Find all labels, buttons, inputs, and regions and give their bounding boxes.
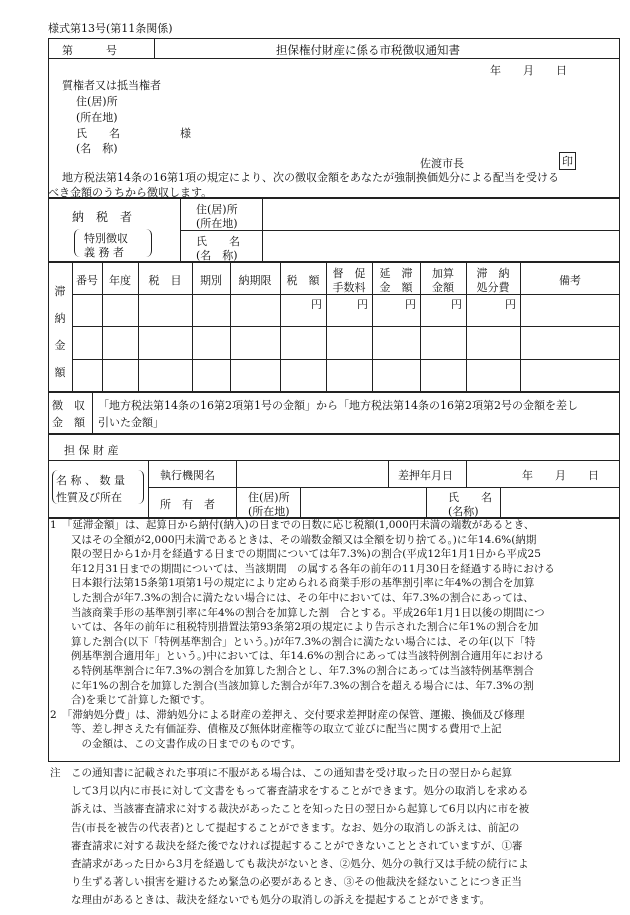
footer-note-line: り生ずる著しい損害を避けるため緊急の必要があるとき、③その他裁決を経ないことにつき正当 [50, 876, 522, 889]
footer-note-line: 訴えは、当該審査請求に対する裁決があったことを知った日の翌日から起算して6月以内に市を被 [50, 803, 530, 816]
arrears-header-10: 備考 [559, 274, 581, 287]
taxpayer-name-label: 氏 名 [196, 235, 240, 248]
owner-address-sub: (所在地) [248, 505, 290, 518]
arrears-header-6: 督 促 [332, 267, 366, 280]
issue-date: 年 月 日 [490, 64, 567, 77]
addressee-address-label: 住(居)所 [76, 95, 118, 108]
footer-note-line: して3月以内に市長に対して文書をもって審査請求をすることができます。処分の取消しを求める [50, 785, 529, 798]
form-number: 様式第13号(第11条関係) [48, 22, 173, 35]
intro-line-2: べき金額のうちから徴収します。 [48, 186, 213, 199]
note-line: る特例基準割合に年7.3%の割合を加算した割合とし、年7.3%の割合にあっては当該特例基準割合 [50, 664, 534, 677]
special-collector-label-2: 義 務 者 [84, 246, 124, 259]
arrears-unit-9: 円 [505, 298, 516, 311]
arrears-header-1: 年度 [109, 274, 131, 287]
arrears-unit-6: 円 [357, 298, 368, 311]
note-line: 等、差し押さえた有価証券、債権及び無体財産権等の取立て並びに配当に関する費用で上記 [50, 723, 502, 736]
collateral-label: 担 保 財 産 [64, 444, 119, 457]
arrears-header-sub-9: 処分費 [476, 281, 510, 294]
arrears-header-4: 納期限 [238, 274, 272, 287]
addressee-role: 質権者又は抵当権者 [62, 79, 161, 92]
arrears-row-divider [72, 326, 620, 327]
arrears-unit-5: 円 [311, 298, 322, 311]
collection-label-1: 徴 収 [52, 399, 85, 412]
collateral-sub-1: 名 称 、 数 量 [56, 474, 125, 487]
seizure-date-label: 差押年月日 [398, 469, 453, 482]
footer-note-line: 告(市長を被告の代表者)として提起することができます。なお、処分の取消しの訴えは、前記の [50, 821, 520, 834]
arrears-header-5: 税 額 [286, 274, 320, 287]
note-line: 算した割合(以下「特例基準割合」という。)が年7.3%の割合に満たない場合には、その年(以下「特 [50, 635, 536, 648]
note-line: に年1%の割合を加算した割合(当該加算した割合が年7.3%の割合を超える場合には、年7.3%の割 [50, 679, 534, 692]
note-line: 年12月31日までの期間については、当該期間 の属する各年の前年の11月30日を経過する時における [50, 562, 555, 575]
owner-name-sub: (名称) [448, 505, 479, 518]
footer-note-line: な理由があるときは、裁決を経ないでも処分の取消しの訴えを提起することができます。 [50, 894, 491, 907]
taxpayer-address-label: 住(居)所 [196, 203, 238, 216]
owner-name-label: 氏 名 [448, 491, 492, 504]
taxpayer-name-sub: (名 称) [196, 249, 238, 262]
taxpayer-address-sub: (所在地) [196, 217, 238, 230]
addressee-address-sub: (所在地) [76, 111, 118, 124]
note-line: 又はその全額が2,000円未満であるときは、その端数金額又は全額を切り捨てる。)に年14.6%(納期 [50, 533, 537, 546]
arrears-header-sub-6: 手数料 [332, 281, 366, 294]
note-line: 例基準割合適用年」という。)中においては、年14.6%の割合にあっては当該特例割合適用年における [50, 650, 545, 663]
collection-text-2: 引いた金額」 [98, 416, 164, 429]
addressee-name-sub: (名 称) [76, 142, 118, 155]
collection-text-1: 「地方税法第14条の16第2項第1号の金額」から「地方税法第14条の16第2項第2号の金額を差し [98, 399, 578, 412]
agency-label: 執行機関名 [160, 469, 215, 482]
issuer-name: 佐渡市長 [420, 157, 464, 170]
collateral-sub-2: 性質及び所在 [56, 491, 122, 504]
arrears-side-label: 滞 納 金 額 [54, 285, 66, 379]
collection-label-2: 金 額 [52, 416, 85, 429]
note-line: の金額は、この文書作成の日までのものです。 [50, 737, 302, 750]
note-line: 合)を乗じて計算した額です。 [50, 694, 211, 707]
footer-note-line: 査請求があった日から3月を経過しても裁決がないとき、②処分、処分の執行又は手続の続行によ [50, 858, 529, 871]
arrears-header-3: 期別 [200, 274, 222, 287]
arrears-row-divider [72, 359, 620, 360]
special-collector-label-1: 特別徴収 [84, 232, 128, 245]
footer-note-line: 注 この通知書に記載された事項に不服がある場合は、この通知書を受け取った日の翌日から起算 [50, 767, 512, 779]
arrears-header-2: 税 目 [148, 274, 182, 287]
taxpayer-label: 納 税 者 [72, 210, 133, 224]
intro-line-1: 地方税法第14条の16第1項の規定により、次の徴収金額をあなたが強制換価処分による配当を受ける [62, 171, 559, 184]
footer-note-line: 審査請求に対する裁決を経た後でなければ提起することができないこととされていますが、①審 [50, 839, 523, 852]
owner-label: 所 有 者 [160, 498, 215, 511]
note-line: 2 「滞納処分費」は、滞納処分による財産の差押え、交付要求差押財産の保管、運搬、換価及び修理 [50, 708, 525, 721]
addressee-honorific: 様 [180, 127, 191, 140]
number-label: 第 号 [62, 44, 117, 57]
arrears-unit-8: 円 [451, 298, 462, 311]
notes [50, 518, 555, 752]
arrears-header-7: 延 滞 [379, 267, 413, 280]
seal-mark: 印 [559, 152, 576, 170]
owner-address-label: 住(居)所 [248, 491, 290, 504]
arrears-header-9: 滞 納 [476, 267, 510, 280]
note-line: 日本銀行法第15条第1項第1号の規定により定められる商業手形の基準割引率に年4%の割合を加算 [50, 577, 535, 590]
arrears-header-0: 番号 [76, 274, 98, 287]
arrears-header-8: 加算 [432, 267, 454, 280]
note-line: した割合が年7.3%の割合に満たない場合には、その年中においては、年7.3%の割合にあっては、 [50, 591, 534, 604]
document-title: 担保権付財産に係る市税徴収通知書 [276, 43, 460, 57]
addressee-name-label: 氏 名 [76, 127, 120, 140]
note-line: いては、各年の前年に租税特別措置法第93条第2項の規定により告示された割合に年1%の割合を加 [50, 621, 539, 634]
seizure-date: 年 月 日 [522, 469, 599, 482]
footer-note [50, 764, 529, 910]
arrears-header-sub-8: 金額 [432, 281, 454, 294]
note-line: 1 「延滞金額」は、起算日から納付(納入)の日までの日数に応じ税額(1,000円未満の端数があるとき、 [50, 519, 535, 531]
arrears-unit-7: 円 [405, 298, 416, 311]
note-line: 当該商業手形の基準割引率に年4%の割合を加算した割 合とする。平成26年1月1日以後の期間につ [50, 606, 545, 619]
note-line: 限の翌日から1か月を経過する日までの期間については年7.3%)の割合(平成12年1月1日から平成25 [50, 548, 541, 561]
arrears-header-sub-7: 金 額 [379, 281, 413, 294]
